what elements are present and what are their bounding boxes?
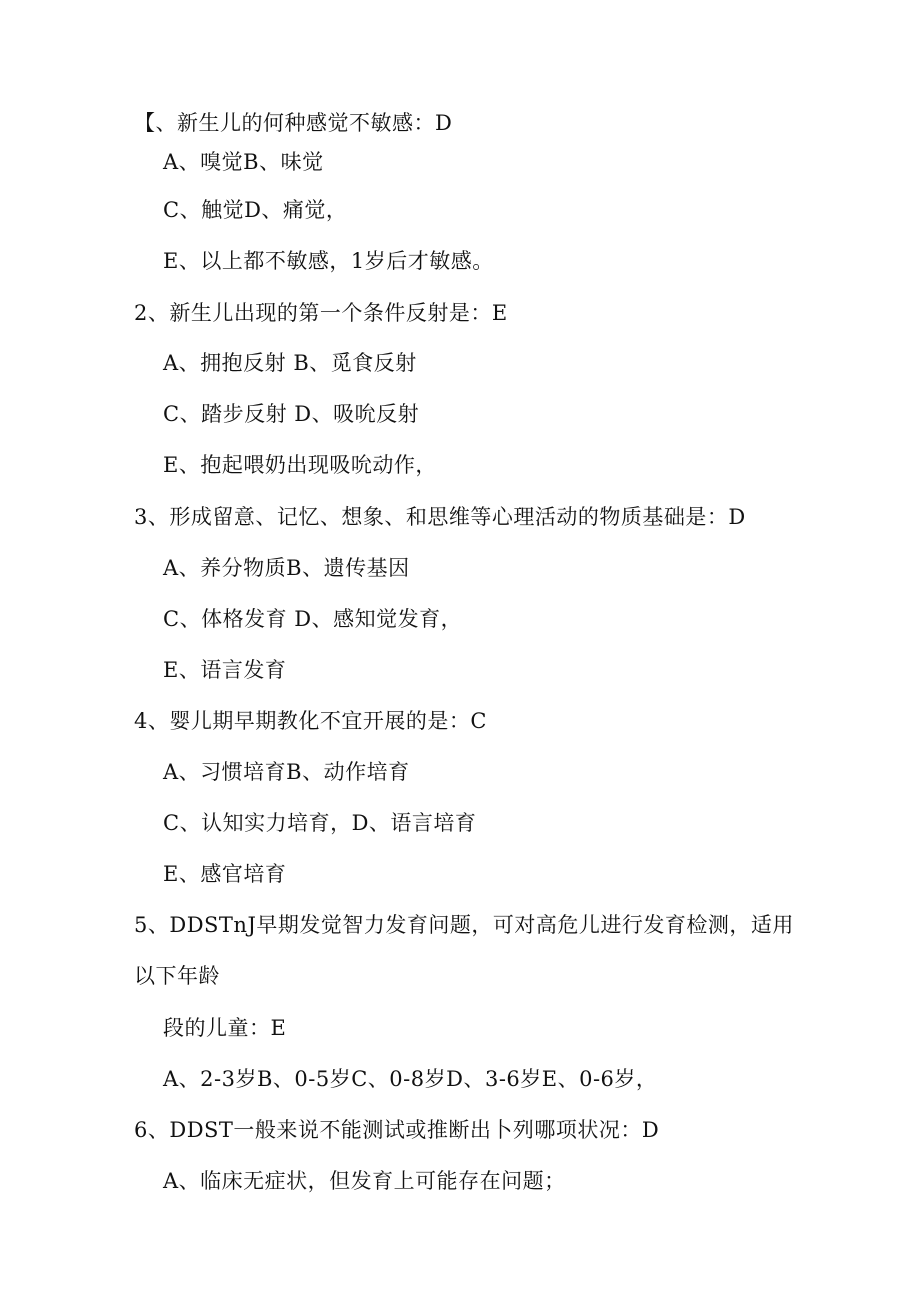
question-2-option-line-3: E、抱起喂奶出现吸吮动作， bbox=[163, 453, 437, 477]
question-1-stem: 【、新生儿的何种感觉不敏感：D bbox=[134, 111, 453, 135]
question-5-option-line-2: A、2-3岁B、0-5岁C、0-8岁D、3-6岁E、0-6岁， bbox=[163, 1067, 658, 1091]
question-6-option-line-1: A、临床无症状，但发育上可能存在问题； bbox=[163, 1169, 566, 1193]
question-5-option-line-1: 段的儿童：E bbox=[163, 1016, 287, 1040]
question-3-option-line-3: E、语言发育 bbox=[163, 658, 287, 682]
question-3-option-line-1: A、养分物质B、遗传基因 bbox=[163, 556, 410, 580]
question-4-option-line-3: E、感官培育 bbox=[163, 862, 287, 886]
question-6-stem: 6、DDST一般来说不能测试或推断出卜列哪项状况：D bbox=[134, 1118, 660, 1142]
question-1-option-line-1: A、嗅觉B、味觉 bbox=[163, 150, 324, 174]
question-2-stem: 2、新生儿出现的第一个条件反射是：E bbox=[134, 301, 508, 325]
question-2-option-line-2: C、踏步反射 D、吸吮反射 bbox=[163, 402, 420, 426]
question-1-option-line-3: E、以上都不敏感，1岁后才敏感。 bbox=[163, 249, 494, 273]
question-4-stem: 4、婴儿期早期教化不宜开展的是：C bbox=[134, 709, 487, 733]
question-2-option-line-1: A、拥抱反射 B、觅食反射 bbox=[163, 351, 417, 375]
question-3-option-line-2: C、体格发育 D、感知觉发育， bbox=[163, 607, 463, 631]
question-3-stem: 3、形成留意、记忆、想象、和思维等心理活动的物质基础是：D bbox=[134, 505, 746, 529]
question-4-option-line-2: C、认知实力培育，D、语言培育 bbox=[163, 811, 477, 835]
question-5-stem: 5、DDSTnJ早期发觉智力发育问题，可对高危儿进行发育检测，适用 bbox=[134, 913, 794, 937]
question-1-option-line-2: C、触觉D、痛觉， bbox=[163, 198, 348, 222]
question-5-stem-continued: 以下年龄 bbox=[134, 964, 220, 988]
question-4-option-line-1: A、习惯培育B、动作培育 bbox=[163, 760, 410, 784]
